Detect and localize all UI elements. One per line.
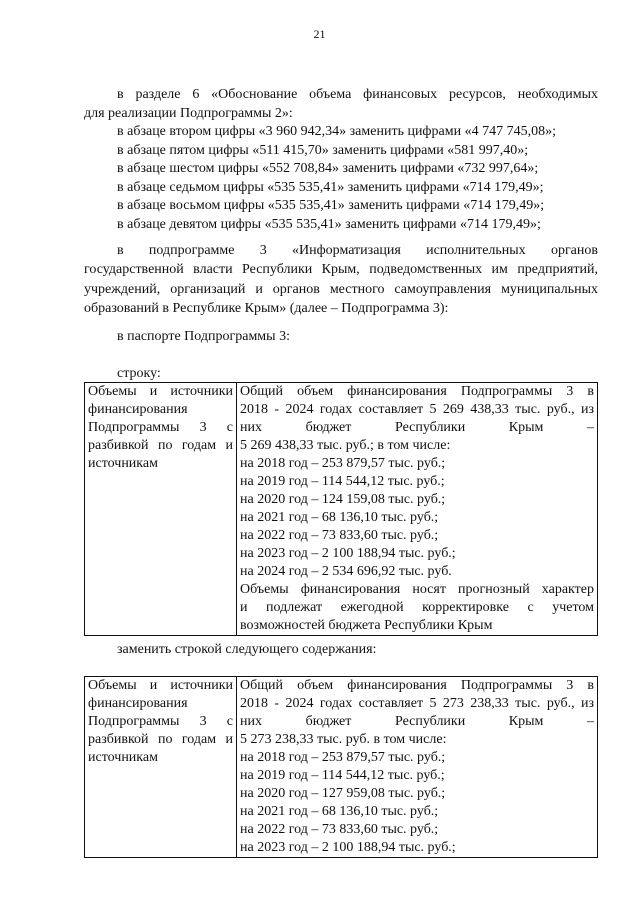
list-item: в абзаце пятом цифры «511 415,70» заменить цифрами «581 997,40»;	[117, 142, 529, 158]
section6-intro-line: в разделе 6 «Обоснование объема финансовых ресурсов, необходимых	[117, 87, 598, 102]
table-row	[85, 677, 598, 858]
cell-line: возможностей бюджета Республики Крым	[240, 618, 493, 633]
subprogram3-line: учреждений, организаций и органов местного самоуправления муниципальных	[84, 281, 598, 297]
table-row	[85, 383, 598, 636]
table-cell-value	[237, 677, 598, 858]
subprogram3-paragraph	[84, 241, 598, 319]
list-item: в абзаце втором цифры «3 960 942,34» заменить цифрами «4 747 745,08»;	[117, 124, 556, 139]
passport-line: в паспорте Подпрограммы 3:	[117, 329, 290, 344]
cell-line: 5 269 438,33 тыс. руб.; в том числе:	[240, 438, 451, 453]
financing-table-new	[84, 676, 598, 858]
cell-line: на 2022 год – 73 833,60 тыс. руб.;	[240, 528, 439, 543]
cell-line: Объемы финансирования носят прогнозный характер	[240, 582, 594, 597]
section6-items	[117, 123, 597, 235]
list-item: в абзаце восьмом цифры «535 535,41» заменить цифрами «714 179,49»;	[117, 198, 545, 214]
page-number: 21	[313, 27, 326, 41]
cell-line: Общий объем финансирования Подпрограммы 3 в	[240, 678, 594, 693]
cell-line: Общий объем финансирования Подпрограммы 3 в	[240, 384, 594, 399]
row-label: строку:	[117, 366, 161, 381]
cell-line: на 2020 год – 127 959,08 тыс. руб.;	[240, 786, 446, 801]
list-item: в абзаце шестом цифры «552 708,84» заменить цифрами «732 997,64»;	[117, 161, 539, 177]
cell-line: и подлежат ежегодной корректировке с учетом	[240, 600, 594, 615]
cell-line: на 2023 год – 2 100 188,94 тыс. руб.;	[240, 546, 456, 561]
section6-intro-line: для реализации Подпрограммы 2»:	[84, 106, 293, 122]
cell-line: на 2020 год – 124 159,08 тыс. руб.;	[240, 492, 446, 507]
section6-intro	[84, 85, 598, 124]
list-item: в абзаце девятом цифры «535 535,41» заменить цифрами «714 179,49»;	[117, 216, 541, 232]
cell-line: на 2024 год – 2 534 696,92 тыс. руб.	[240, 564, 452, 579]
cell-line: 2018 - 2024 годах составляет 5 273 238,33 тыс. руб., из	[240, 696, 594, 711]
cell-line: на 2019 год – 114 544,12 тыс. руб.;	[240, 768, 445, 783]
subprogram3-line: в подпрограмме 3 «Информатизация исполнительных органов	[117, 243, 598, 258]
financing-table-old	[84, 382, 598, 636]
cell-line: на 2021 год – 68 136,10 тыс. руб.;	[240, 804, 439, 819]
table-cell-value	[237, 383, 598, 636]
replace-line: заменить строкой следующего содержания:	[117, 642, 377, 657]
cell-line: них бюджет Республики Крым –	[240, 420, 594, 435]
table-cell-label: Объемы и источники финансирования Подпрограммы 3 с разбивкой по годам и источникам	[85, 677, 237, 858]
subprogram3-line: образований в Республике Крым» (далее – Подпрограмма 3):	[84, 301, 449, 317]
cell-line: на 2022 год – 73 833,60 тыс. руб.;	[240, 822, 439, 837]
cell-line: на 2018 год – 253 879,57 тыс. руб.;	[240, 456, 446, 471]
cell-line: на 2021 год – 68 136,10 тыс. руб.;	[240, 510, 439, 525]
table-cell-label: Объемы и источники финансирования Подпрограммы 3 с разбивкой по годам и источникам	[85, 383, 237, 636]
cell-line: на 2019 год – 114 544,12 тыс. руб.;	[240, 474, 445, 489]
list-item: в абзаце седьмом цифры «535 535,41» заменить цифрами «714 179,49»;	[117, 179, 544, 195]
cell-line: 5 273 238,33 тыс. руб. в том числе:	[240, 732, 447, 747]
cell-line: на 2018 год – 253 879,57 тыс. руб.;	[240, 750, 446, 765]
subprogram3-line: государственной власти Республики Крым, подведомственных им предприятий,	[84, 262, 598, 278]
cell-line: них бюджет Республики Крым –	[240, 714, 594, 729]
cell-line: на 2023 год – 2 100 188,94 тыс. руб.;	[240, 840, 456, 855]
cell-line: 2018 - 2024 годах составляет 5 269 438,33 тыс. руб., из	[240, 402, 594, 417]
